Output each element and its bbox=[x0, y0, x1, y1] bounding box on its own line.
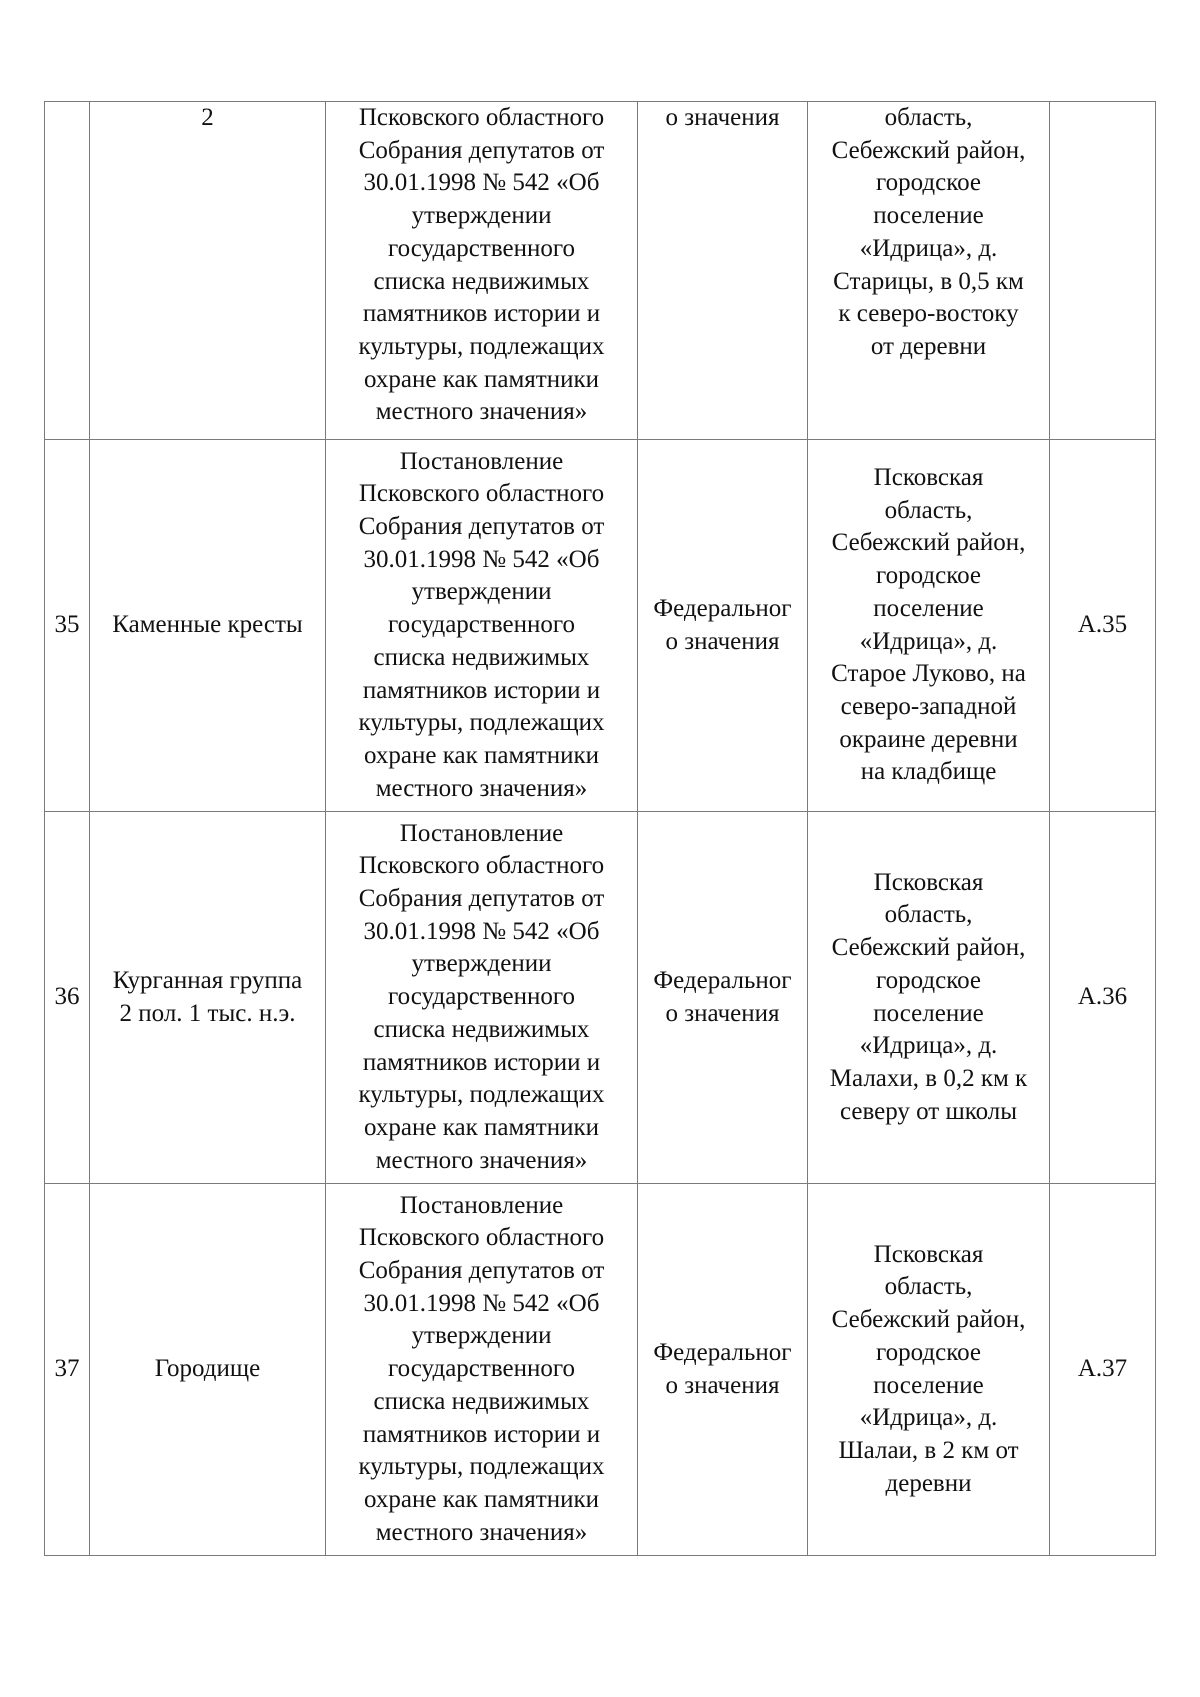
object-code-cell: А.36 bbox=[1050, 812, 1156, 1184]
object-name-cell bbox=[90, 440, 326, 812]
location-line: Шалаи, в 2 км от bbox=[838, 1436, 1019, 1464]
table-row bbox=[45, 102, 1156, 440]
location-cell bbox=[808, 1184, 1050, 1556]
location-line: городское bbox=[875, 966, 981, 994]
legal-document-line: утверждении bbox=[411, 1322, 552, 1350]
row-number-cell: 35 bbox=[45, 440, 90, 812]
legal-document-line: 30.01.1998 № 542 «Об bbox=[363, 169, 600, 197]
object-name-line: 2 пол. 1 тыс. н.э. bbox=[119, 999, 296, 1027]
object-name-cell bbox=[90, 812, 326, 1184]
object-name-line: Городище bbox=[154, 1355, 261, 1383]
legal-document-line: 30.01.1998 № 542 «Об bbox=[363, 917, 600, 945]
legal-document-line: государственного bbox=[388, 983, 575, 1011]
object-name-line: Каменные кресты bbox=[112, 611, 303, 639]
legal-document-line: памятников истории и bbox=[362, 300, 601, 328]
location-line: Псковская bbox=[873, 463, 984, 491]
significance-category-line: Федеральног bbox=[653, 1338, 792, 1366]
legal-document-cell bbox=[326, 440, 638, 812]
location-line: поселение bbox=[873, 202, 984, 230]
table-row bbox=[45, 440, 1156, 812]
location-line: Старое Луково, на bbox=[831, 660, 1026, 688]
legal-document-line: 30.01.1998 № 542 «Об bbox=[363, 545, 600, 573]
legal-document-line: культуры, подлежащих bbox=[358, 1081, 605, 1109]
legal-document-line: списка недвижимых bbox=[373, 1015, 590, 1043]
table-row bbox=[45, 812, 1156, 1184]
location-line: окраине деревни bbox=[839, 725, 1018, 753]
object-code-cell bbox=[1050, 102, 1156, 440]
significance-category-cell bbox=[638, 1184, 808, 1556]
legal-document-line: Собрания депутатов от bbox=[358, 136, 605, 164]
legal-document-cell bbox=[326, 812, 638, 1184]
object-name-cell bbox=[90, 102, 326, 440]
location-line: Себежский район, bbox=[831, 1306, 1026, 1334]
legal-document-line: Псковского областного bbox=[358, 852, 605, 880]
legal-document-line: списка недвижимых bbox=[373, 267, 590, 295]
legal-document-line: списка недвижимых bbox=[373, 643, 590, 671]
legal-document-line: охране как памятники bbox=[364, 741, 599, 769]
object-name-line: 2 bbox=[201, 104, 214, 131]
location-line: Старицы, в 0,5 км bbox=[833, 267, 1024, 295]
legal-document-line: местного значения» bbox=[375, 1146, 588, 1174]
legal-document-line: местного значения» bbox=[375, 1518, 588, 1546]
heritage-objects-table bbox=[44, 101, 1156, 1556]
legal-document-line: памятников истории и bbox=[362, 1048, 601, 1076]
location-line: поселение bbox=[873, 999, 984, 1027]
legal-document-line: Собрания депутатов от bbox=[358, 885, 605, 913]
location-line: область, bbox=[884, 901, 973, 929]
location-line: на кладбище bbox=[860, 758, 997, 786]
location-line: Псковская bbox=[873, 868, 984, 896]
legal-document-line: списка недвижимых bbox=[373, 1387, 590, 1415]
legal-document-line: культуры, подлежащих bbox=[358, 709, 605, 737]
location-line: к северо-востоку bbox=[838, 300, 1019, 328]
location-cell bbox=[808, 812, 1050, 1184]
location-line: городское bbox=[875, 1338, 981, 1366]
significance-category-line: Федеральног bbox=[653, 594, 792, 622]
location-line: от деревни bbox=[870, 332, 987, 360]
location-line: поселение bbox=[873, 594, 984, 622]
legal-document-line: охране как памятники bbox=[364, 1113, 599, 1141]
legal-document-line: местного значения» bbox=[375, 398, 588, 426]
significance-category-line: о значения bbox=[665, 999, 780, 1027]
legal-document-line: охране как памятники bbox=[364, 1485, 599, 1513]
legal-document-line: охране как памятники bbox=[364, 365, 599, 393]
row-number-cell: 36 bbox=[45, 812, 90, 1184]
legal-document-line: памятников истории и bbox=[362, 1420, 601, 1448]
object-code-cell: А.37 bbox=[1050, 1184, 1156, 1556]
object-code-cell: А.35 bbox=[1050, 440, 1156, 812]
location-line: Себежский район, bbox=[831, 934, 1026, 962]
legal-document-cell bbox=[326, 102, 638, 440]
location-line: «Идрица», д. bbox=[859, 1032, 998, 1060]
row-number-cell: 37 bbox=[45, 1184, 90, 1556]
location-line: область, bbox=[884, 1273, 973, 1301]
legal-document-line: культуры, подлежащих bbox=[358, 332, 605, 360]
legal-document-line: утверждении bbox=[411, 578, 552, 606]
legal-document-line: Псковского областного bbox=[358, 104, 605, 131]
significance-category-cell bbox=[638, 812, 808, 1184]
significance-category-line: Федеральног bbox=[653, 966, 792, 994]
legal-document-line: государственного bbox=[388, 611, 575, 639]
location-line: область, bbox=[884, 496, 973, 524]
location-line: городское bbox=[875, 169, 981, 197]
location-line: городское bbox=[875, 562, 981, 590]
legal-document-line: Постановление bbox=[399, 447, 564, 475]
location-line: «Идрица», д. bbox=[859, 627, 998, 655]
location-line: Малахи, в 0,2 км к bbox=[829, 1064, 1028, 1092]
location-line: деревни bbox=[885, 1469, 972, 1497]
significance-category-line: о значения bbox=[665, 627, 780, 655]
legal-document-line: Собрания депутатов от bbox=[358, 513, 605, 541]
location-line: северо-западной bbox=[840, 692, 1017, 720]
location-cell bbox=[808, 440, 1050, 812]
location-line: «Идрица», д. bbox=[859, 234, 998, 262]
table-row bbox=[45, 1184, 1156, 1556]
row-number-cell bbox=[45, 102, 90, 440]
legal-document-line: 30.01.1998 № 542 «Об bbox=[363, 1289, 600, 1317]
legal-document-line: утверждении bbox=[411, 950, 552, 978]
location-line: «Идрица», д. bbox=[859, 1404, 998, 1432]
significance-category-cell bbox=[638, 102, 808, 440]
legal-document-line: Собрания депутатов от bbox=[358, 1257, 605, 1285]
legal-document-line: памятников истории и bbox=[362, 676, 601, 704]
legal-document-line: Постановление bbox=[399, 1191, 564, 1219]
significance-category-line: о значения bbox=[665, 104, 780, 131]
location-line: область, bbox=[884, 104, 973, 131]
object-name-cell bbox=[90, 1184, 326, 1556]
object-name-line: Курганная группа bbox=[112, 966, 303, 994]
legal-document-line: государственного bbox=[388, 1355, 575, 1383]
significance-category-line: о значения bbox=[665, 1371, 780, 1399]
location-line: Себежский район, bbox=[831, 529, 1026, 557]
legal-document-line: утверждении bbox=[411, 202, 552, 230]
legal-document-line: Псковского областного bbox=[358, 1224, 605, 1252]
significance-category-cell bbox=[638, 440, 808, 812]
location-line: северу от школы bbox=[839, 1097, 1018, 1125]
location-cell bbox=[808, 102, 1050, 440]
legal-document-line: местного значения» bbox=[375, 774, 588, 802]
location-line: Псковская bbox=[873, 1240, 984, 1268]
location-line: Себежский район, bbox=[831, 136, 1026, 164]
legal-document-line: Псковского областного bbox=[358, 480, 605, 508]
legal-document-line: Постановление bbox=[399, 819, 564, 847]
legal-document-line: культуры, подлежащих bbox=[358, 1453, 605, 1481]
legal-document-cell bbox=[326, 1184, 638, 1556]
legal-document-line: государственного bbox=[388, 234, 575, 262]
location-line: поселение bbox=[873, 1371, 984, 1399]
